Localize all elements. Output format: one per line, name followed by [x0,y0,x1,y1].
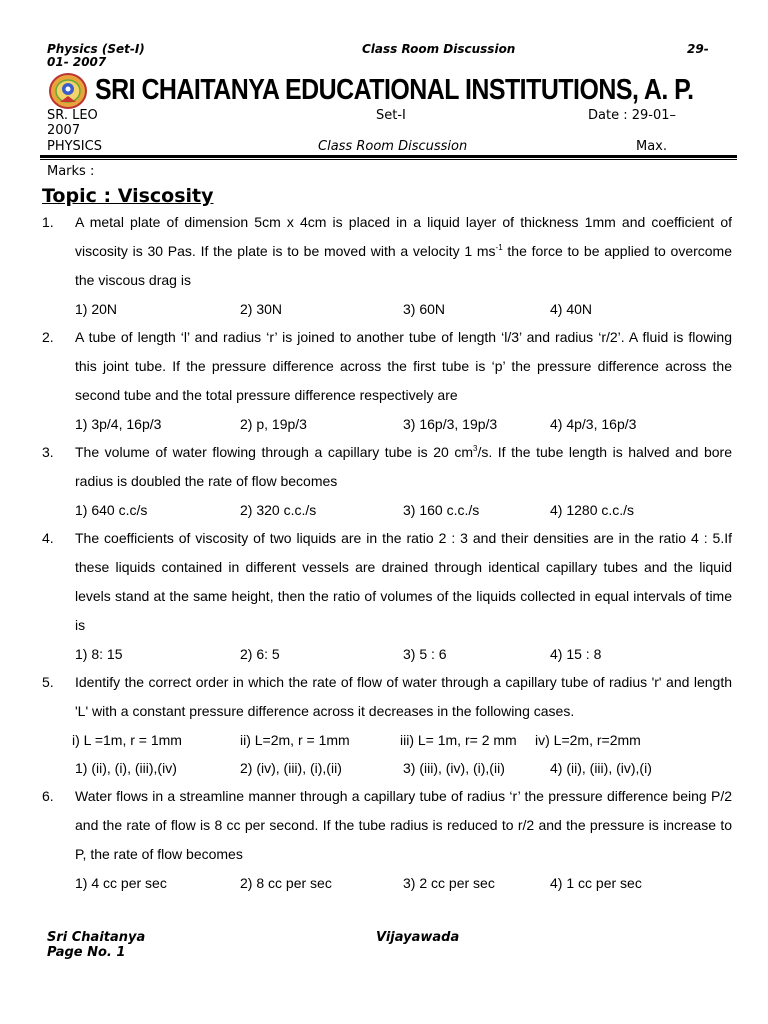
option-2: 2) (iv), (iii), (i),(ii) [240,760,342,776]
batch-label: SR. LEO [47,108,98,123]
option-1: 1) (ii), (i), (iii),(iv) [75,760,177,776]
footer-institution: Sri Chaitanya [47,930,146,945]
question-text: A tube of length ‘l’ and radius ‘r’ is joined to another tube of length ‘l/3’ and radius ‘r/2’. A fluid is flowing this joint tube. If the pressure difference across the first tube is ‘p’ the pressure difference across the second tube and the total pressure difference respectively are [75,329,732,403]
header-divider-thin [40,159,737,160]
case-4: iv) L=2m, r=2mm [535,732,641,748]
running-header-session: Class Room Discussion [362,42,516,56]
question-1 [42,208,732,323]
question-text: The coefficients of viscosity of two liquids are in the ratio 2 : 3 and their densities are in the ratio 4 : 5.If these liquids contained in different vessels are drained through identical capillary tubes and the liquid levels stand at the same height, then the ratio of volumes of the liquids collected in equal intervals of time is [75,530,732,633]
question-number: 4. [42,530,54,546]
running-header [0,43,768,73]
question-text-part: the force to be applied to overcome the viscous drag is [75,243,733,288]
question-5 [42,668,732,782]
option-3: 3) (iii), (iv), (i),(ii) [403,760,505,776]
answer-options [75,410,732,438]
option-1: 1) 640 c.c/s [75,502,148,518]
question-number: 6. [42,788,54,804]
date-label: Date : 29-01– [588,108,676,123]
page-number: Page No. 1 [47,945,126,960]
running-header-date-wrap: 01- 2007 [47,55,107,69]
max-marks-label: Max. [636,139,668,154]
option-3: 3) 16p/3, 19p/3 [403,416,498,432]
case-list [72,726,732,754]
question-number: 5. [42,674,54,690]
question-2 [42,323,732,438]
option-4: 4) (ii), (iii), (iv),(i) [550,760,652,776]
topic-title: Topic : Viscosity [42,185,214,207]
option-2: 2) 6: 5 [240,646,280,662]
question-text [75,438,732,496]
institution-name: SRI CHAITANYA EDUCATIONAL INSTITUTIONS, A. P. [95,74,694,106]
answer-options [75,754,732,782]
superscript: 3 [473,444,478,453]
superscript: -1 [495,243,503,252]
question-text: Identify the correct order in which the rate of flow of water through a capillary tube of radius 'r' and length 'L' with a constant pressure difference across it decreases in the following cases. [75,674,732,719]
option-2: 2) 320 c.c./s [240,502,317,518]
option-4: 4) 4p/3, 16p/3 [550,416,637,432]
question-number: 1. [42,214,54,230]
question-6 [42,782,732,897]
answer-options [75,295,732,323]
header-divider [40,155,737,158]
session-label: Class Room Discussion [318,139,468,154]
crest-logo [48,72,88,110]
answer-options [75,496,732,524]
option-1: 1) 4 cc per sec [75,875,167,891]
option-3: 3) 2 cc per sec [403,875,495,891]
option-4: 4) 40N [550,301,593,317]
running-header-date: 29- [687,42,709,56]
question-text-part: The volume of water flowing through a capillary tube is 20 cm [75,444,473,460]
question-text [75,208,732,295]
question-number: 3. [42,444,54,460]
batch-year: 2007 [47,123,81,138]
answer-options [75,640,732,668]
option-2: 2) 8 cc per sec [240,875,332,891]
option-4: 4) 1280 c.c./s [550,502,635,518]
option-4: 4) 1 cc per sec [550,875,642,891]
option-2: 2) 30N [240,301,283,317]
page-footer [0,931,768,963]
case-3: iii) L= 1m, r= 2 mm [400,732,517,748]
case-2: ii) L=2m, r = 1mm [240,732,350,748]
question-text-part: A metal plate of dimension 5cm x 4cm is placed in a liquid layer of thickness 1mm and coefficient of viscosity is 30 Pas. If the plate is to be moved with a velocity 1 ms [75,214,732,259]
question-number: 2. [42,329,54,345]
option-1: 1) 3p/4, 16p/3 [75,416,162,432]
option-2: 2) p, 19p/3 [240,416,307,432]
paper-meta [0,109,768,154]
running-header-subject: Physics (Set-I) [47,42,145,56]
answer-options [75,869,732,897]
question-list [42,208,732,897]
footer-city: Vijayawada [376,930,460,945]
option-1: 1) 20N [75,301,118,317]
option-3: 3) 60N [403,301,446,317]
marks-label: Marks : [47,164,95,179]
question-text-part: /s. If the tube length is halved and bore radius is doubled the rate of flow becomes [75,444,732,489]
option-3: 3) 160 c.c./s [403,502,480,518]
question-3 [42,438,732,524]
question-text: Water flows in a streamline manner through a capillary tube of radius ‘r’ the pressure difference being P/2 and the rate of flow is 8 cc per second. If the tube radius is reduced to r/2 and the pressure is increase to P, the rate of flow becomes [75,788,732,862]
option-4: 4) 15 : 8 [550,646,602,662]
option-3: 3) 5 : 6 [403,646,447,662]
subject-label: PHYSICS [47,139,102,154]
case-1: i) L =1m, r = 1mm [72,732,182,748]
set-label: Set-I [376,108,406,123]
question-4 [42,524,732,668]
option-1: 1) 8: 15 [75,646,123,662]
